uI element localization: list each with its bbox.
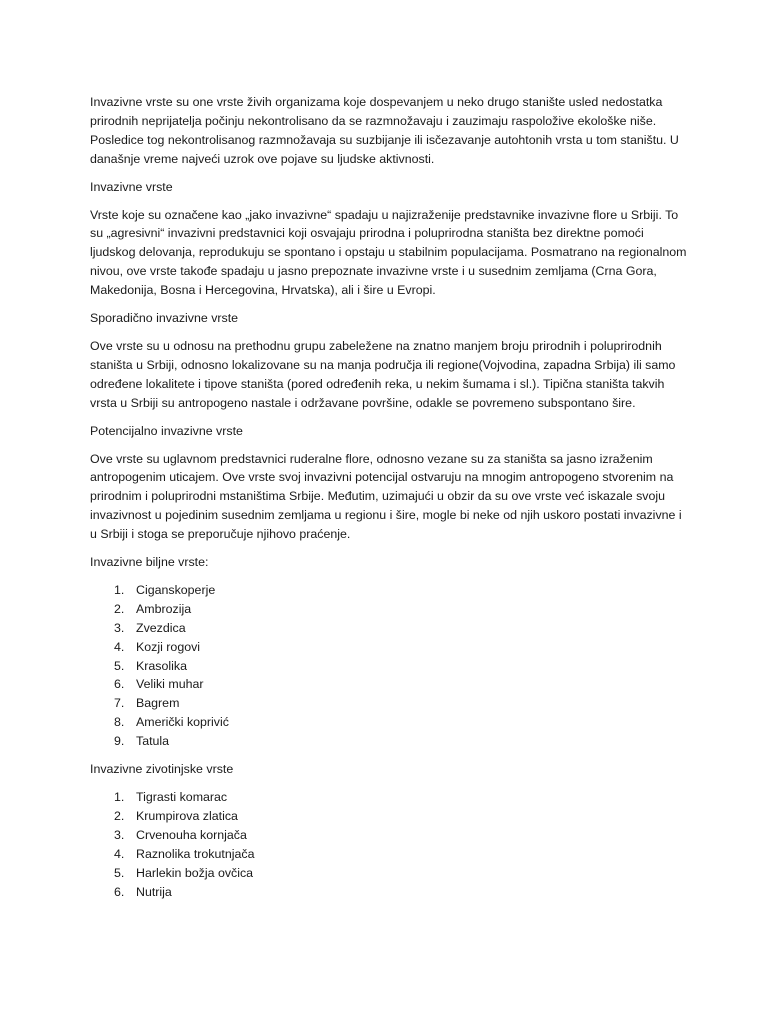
plants-list: [90, 581, 690, 751]
document-page: [90, 93, 690, 910]
list-item-number: 1.: [114, 790, 125, 804]
section-heading: Potencijalno invazivne vrste: [90, 423, 243, 438]
list-item-label: Krumpirova zlatica: [136, 808, 238, 823]
list-item: [90, 807, 690, 826]
list-item-number: 2.: [114, 808, 125, 823]
list-item: [90, 883, 690, 902]
section-paragraph: Ove vrste su u odnosu na prethodnu grupu zabeležene na znatno manjem broju prirodnih i poluprirodnih staništa u Srbiji, odnosno lokalizovane su na manja područja ili regione(Vojvodina, zapadna Srbija) ili samo određene lokalitete i tipove staništa (pored određenih reka, u nekim šumama i sl.). Tipična staništa takvih vrsta u Srbiji su antropogeno nastale i održavane površine, odakle se povremeno subspontano šire.: [90, 338, 676, 410]
list-item-number: 4.: [114, 639, 125, 654]
list-item-label: Ambrozija: [136, 601, 192, 616]
list-item-number: 8.: [114, 715, 125, 730]
list-item-label: Ciganskoperje: [136, 582, 216, 597]
list-item-label: Tigrasti komarac: [136, 790, 228, 804]
list-item-number: 5.: [114, 865, 125, 880]
list-item-label: Raznolika trokutnjača: [136, 846, 255, 861]
list-item-number: 3.: [114, 620, 125, 635]
list-item: [90, 788, 690, 807]
list-item-label: Zvezdica: [136, 620, 186, 635]
list-item-number: 5.: [114, 658, 125, 673]
list-item: [90, 581, 690, 600]
list-item: [90, 638, 690, 657]
list-item: [90, 600, 690, 619]
list-item-label: Crvenouha kornjača: [136, 827, 247, 842]
list-item: [90, 694, 690, 713]
list-item-number: 2.: [114, 601, 125, 616]
list-item-number: 9.: [114, 734, 125, 749]
list-item-label: Tatula: [136, 734, 170, 749]
intro-paragraph: Invazivne vrste su one vrste živih organizama koje dospevanjem u neko drugo stanište usled nedostatka prirodnih neprijatelja počinju nekontrolisano da se razmnožavaju i zauzimaju raspoložive ekološke niše. Posledice tog nekontrolisanog razmnožavaja su suzbijanje ili isčezavanje autohtonih vrsta u tom staništu. U današnje vreme najveći uzrok ove pojave su ljudske aktivnosti.: [90, 95, 679, 166]
list-item-label: Krasolika: [136, 658, 187, 673]
section-heading: Sporadično invazivne vrste: [90, 311, 239, 326]
animals-list: [90, 788, 690, 901]
list-item: [90, 675, 690, 694]
list-item-number: 1.: [114, 582, 125, 597]
list-item-number: 4.: [114, 846, 125, 861]
list-item: [90, 657, 690, 676]
list-item-label: Kozji rogovi: [136, 639, 201, 654]
list-item-label: Nutrija: [136, 884, 172, 899]
list-item: [90, 619, 690, 638]
list-item-label: Harlekin božja ovčica: [136, 865, 254, 880]
list-item-number: 6.: [114, 677, 125, 692]
section-paragraph: Vrste koje su označene kao „jako invazivne“ spadaju u najizraženije predstavnike invazivne flore u Srbiji. To su „agresivni“ invazivni predstavnici koji osvajaju prirodna i poluprirodna staništa bez direktne pomoći ljudskog delovanja, reprodukuju se spontano i opstaju u stabilnim populacijama. Posmatrano na regionalnom nivou, ove vrste takođe spadaju u jasno prepoznate invazivne vrste i u susednim zemljama (Crna Gora, Makedonija, Bosna i Hercegovina, Hrvatska), ali i šire u Evropi.: [90, 207, 687, 298]
animals-list-heading: Invazivne zivotinjske vrste: [90, 762, 234, 777]
list-item-label: Bagrem: [136, 696, 180, 711]
list-item-number: 6.: [114, 884, 125, 899]
list-item-number: 7.: [114, 696, 125, 711]
list-item: [90, 826, 690, 845]
list-item-number: 3.: [114, 827, 125, 842]
list-item: [90, 845, 690, 864]
section-heading: Invazivne vrste: [90, 179, 173, 194]
section-paragraph: Ove vrste su uglavnom predstavnici ruderalne flore, odnosno vezane su za staništa sa jasno izraženim antropogenim uticajem. Ove vrste svoj invazivni potencijal ostvaruju na mnogim antropogeno stvorenim na prirodnim i poluprirodni mstaništima Srbije. Međutim, uzimajući u obzir da su ove vrste već iskazale svoju invazivnost u pojedinim susednim zemljama u regionu i šire, mogle bi neke od njih uskoro postati invazivne i u Srbiji i stoga se preporučuje njihovo praćenje.: [90, 451, 682, 542]
list-item: [90, 713, 690, 732]
list-item-label: Američki koprivić: [136, 715, 229, 730]
list-item: [90, 864, 690, 883]
list-item: [90, 732, 690, 751]
plants-list-heading: Invazivne biljne vrste:: [90, 555, 209, 570]
list-item-label: Veliki muhar: [136, 677, 204, 692]
